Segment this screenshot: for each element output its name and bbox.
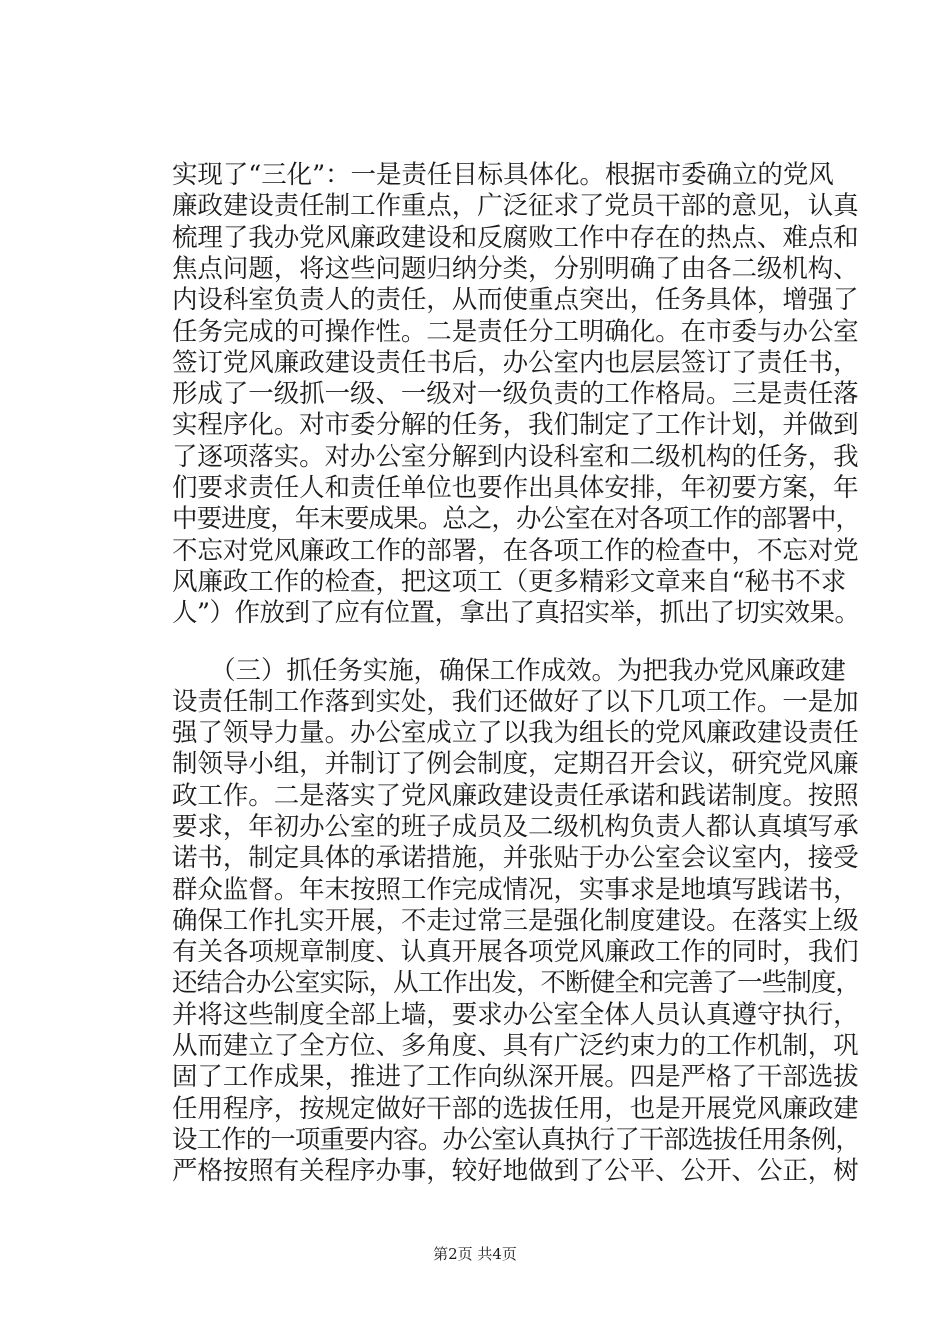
text-line: 政工作。二是落实了党风廉政建设责任承诺和践诺制度。按照: [172, 781, 859, 811]
text-line: 固了工作成果，推进了工作向纵深开展。四是严格了干部选拔: [172, 1062, 859, 1092]
text-line: 签订党风廉政建设责任书后，办公室内也层层签订了责任书，: [172, 348, 859, 378]
text-line: 焦点问题，将这些问题归纳分类，分别明确了由各二级机构、: [172, 254, 859, 284]
text-line: 确保工作扎实开展，不走过常三是强化制度建设。在落实上级: [172, 906, 859, 936]
page-footer: 第2页 共4页: [433, 1245, 517, 1263]
text-line: 风廉政工作的检查，把这项工（更多精彩文章来自“秘书不求: [172, 567, 847, 597]
text-line: （三）抓任务实施，确保工作成效。为把我办党风廉政建: [172, 656, 846, 686]
text-line: 任务完成的可操作性。二是责任分工明确化。在市委与办公室: [172, 317, 859, 347]
text-line: 严格按照有关程序办事，较好地做到了公平、公开、公正，树: [172, 1156, 859, 1186]
text-line: 实程序化。对市委分解的任务，我们制定了工作计划，并做到: [172, 410, 859, 440]
text-line: 要求，年初办公室的班子成员及二级机构负责人都认真填写承: [172, 812, 859, 842]
text-line: 制领导小组，并制订了例会制度，定期召开会议，研究党风廉: [172, 749, 859, 779]
text-line: 从而建立了全方位、多角度、具有广泛约束力的工作机制，巩: [172, 1031, 859, 1061]
text-line: 诺书，制定具体的承诺措施，并张贴于办公室会议室内，接受: [172, 843, 859, 873]
text-line: 了逐项落实。对办公室分解到内设科室和二级机构的任务，我: [172, 442, 859, 472]
text-line: 强了领导力量。办公室成立了以我为组长的党风廉政建设责任: [172, 718, 859, 748]
text-line: 们要求责任人和责任单位也要作出具体安排，年初要方案，年: [172, 473, 859, 503]
text-line: 形成了一级抓一级、一级对一级负责的工作格局。三是责任落: [172, 379, 859, 409]
text-line: 群众监督。年末按照工作完成情况，实事求是地填写践诺书，: [172, 875, 859, 905]
text-line: 中要进度，年末要成果。总之，办公室在对各项工作的部署中，: [172, 504, 860, 534]
text-line: 任用程序，按规定做好干部的选拔任用，也是开展党风廉政建: [172, 1094, 859, 1124]
text-line: 梳理了我办党风廉政建设和反腐败工作中存在的热点、难点和: [172, 223, 859, 253]
text-line: 设工作的一项重要内容。办公室认真执行了干部选拔任用条例，: [172, 1125, 860, 1155]
text-line: 并将这些制度全部上墙，要求办公室全体人员认真遵守执行，: [172, 1000, 859, 1030]
text-line: 人”）作放到了应有位置，拿出了真招实举，抓出了切实效果。: [172, 598, 860, 628]
text-line: 实现了“三化”：一是责任目标具体化。根据市委确立的党风: [172, 160, 834, 190]
text-line: 内设科室负责人的责任，从而使重点突出，任务具体，增强了: [172, 285, 859, 315]
text-line: 还结合办公室实际，从工作出发，不断健全和完善了一些制度，: [172, 968, 860, 998]
text-line: 设责任制工作落到实处，我们还做好了以下几项工作。一是加: [172, 687, 859, 717]
text-line: 不忘对党风廉政工作的部署，在各项工作的检查中，不忘对党: [172, 536, 859, 566]
text-line: 廉政建设责任制工作重点，广泛征求了党员干部的意见，认真: [172, 191, 859, 221]
text-line: 有关各项规章制度、认真开展各项党风廉政工作的同时，我们: [172, 937, 859, 967]
